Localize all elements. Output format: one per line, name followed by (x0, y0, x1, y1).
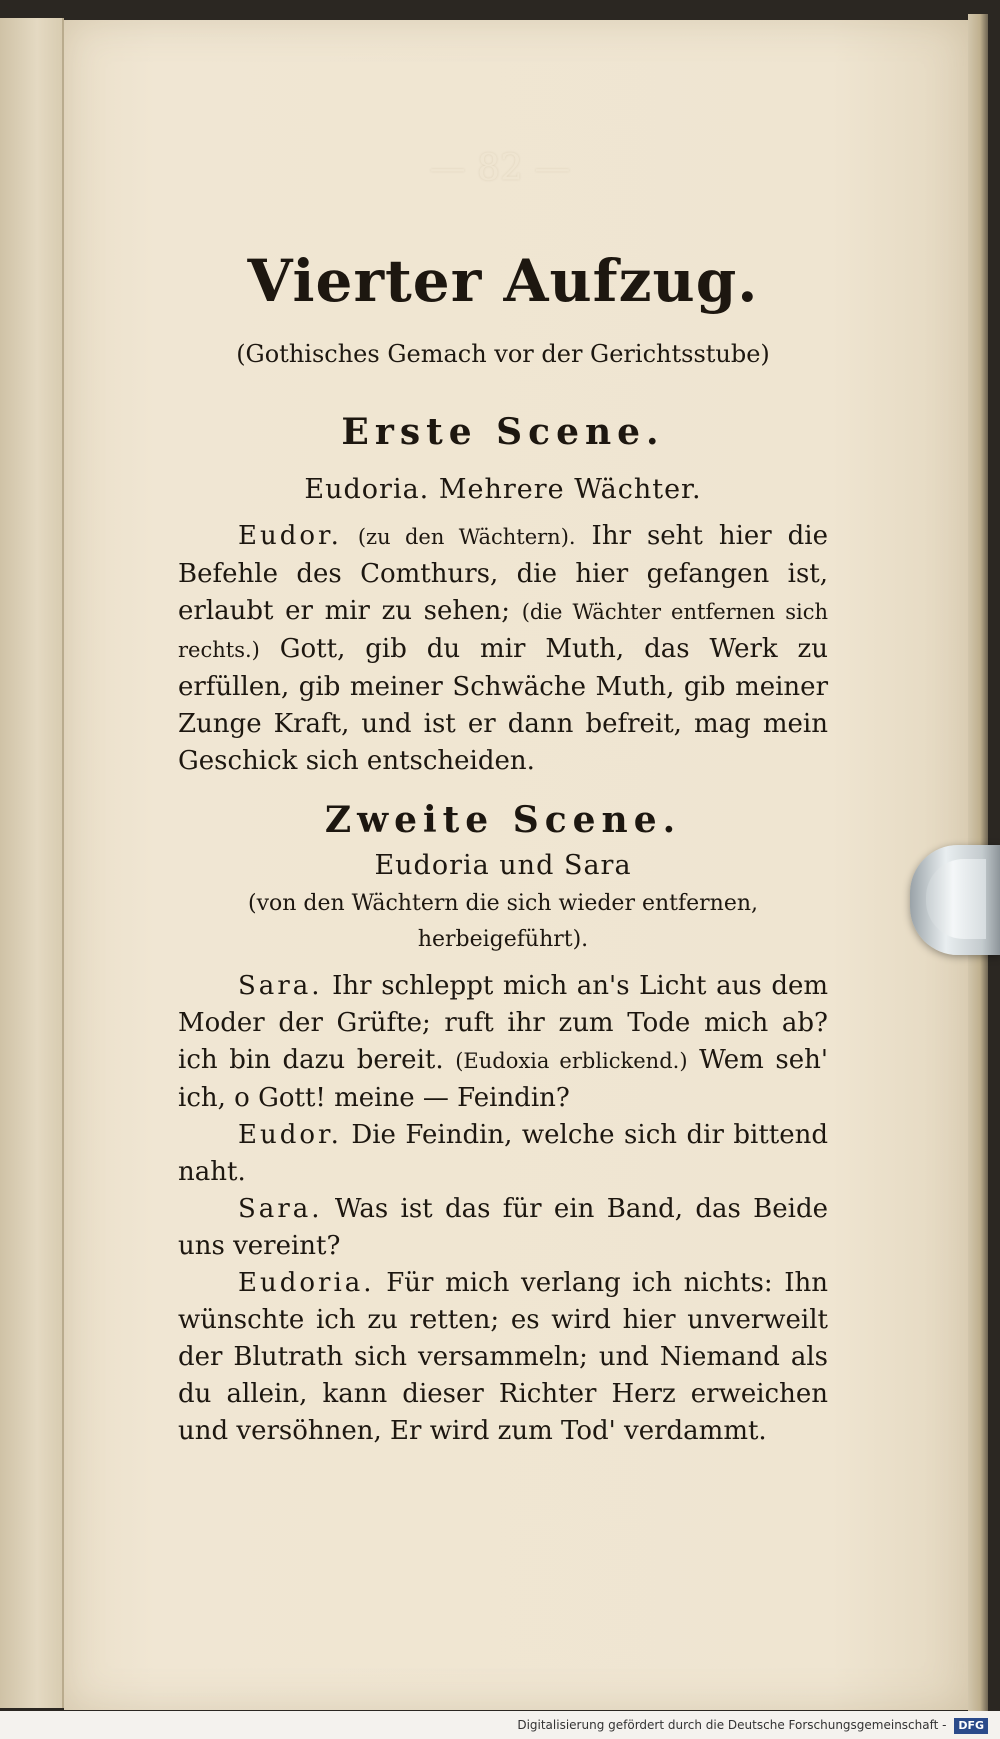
scene-2-title: Zweite Scene. (324, 799, 682, 841)
page-content (178, 246, 828, 1450)
speaker-name: Eudor. (238, 1120, 342, 1150)
speech-text: Wem seh' ich, o Gott! meine — Feindin? (178, 1045, 829, 1113)
sara-speech-2 (178, 1191, 828, 1265)
scene-1-speech (178, 518, 828, 780)
eudor-speech-2 (178, 1265, 828, 1450)
scene-1-persons: Eudoria. Mehrere Wächter. (304, 474, 702, 505)
left-page-edge (0, 18, 64, 1708)
scene-2-persons-note: (von den Wächtern die sich wieder entfernen, herbeigeführt). (247, 891, 759, 952)
speaker-name: Sara. (238, 971, 323, 1001)
dfg-logo: DFG (954, 1718, 988, 1734)
page-clip (910, 845, 1000, 955)
speech-text: Ihr seht hier die Befehle des Comthurs, die hier gefangen ist, erlaubt er mir zu sehen; (178, 521, 828, 626)
scene-1-title: Erste Scene. (341, 411, 665, 453)
speech-text: Was ist das für ein Band, das Beide uns vereint? (178, 1194, 828, 1261)
speaker-name: Eudoria. (238, 1268, 375, 1298)
act-title: Vierter Aufzug. (247, 247, 759, 315)
speech-text: Ihr schleppt mich an's Licht aus dem Moder der Grüfte; ruft ihr zum Tode mich ab? ich bin dazu bereit. (178, 971, 828, 1075)
stage-direction: (die Wächter entfernen sich rechts.) (178, 600, 828, 662)
speech-text: Die Feindin, welche sich dir bittend naht. (178, 1120, 829, 1187)
speech-text: Für mich verlang ich nichts: Ihn wünschte ich zu retten; es wird hier unverweilt der Blutrath sich versammeln; und Niemand als du allein, kann dieser Richter Herz erweichen und versöhnen, Er wird zum Tod' verdammt. (178, 1268, 829, 1446)
speech-text: Gott, gib du mir Muth, das Werk zu erfüllen, gib meiner Schwäche Muth, gib meiner Zunge Kraft, und ist er dann befreit, mag mein Geschick sich entscheiden. (178, 634, 828, 776)
sara-speech-1 (178, 968, 828, 1117)
eudor-speech-1 (178, 1117, 828, 1191)
stage-direction: (Eudoxia erblickend.) (455, 1049, 688, 1073)
stage-direction: (zu den Wächtern). (357, 525, 576, 549)
setting-direction: (Gothisches Gemach vor der Gerichtsstube) (236, 340, 770, 368)
digitization-footer (0, 1711, 1000, 1739)
page-number: — 82 — (429, 148, 571, 189)
footer-text: Digitalisierung gefördert durch die Deutsche Forschungsgemeinschaft - (517, 1718, 947, 1732)
speaker-name: Eudor. (238, 521, 342, 551)
speaker-name: Sara. (238, 1194, 323, 1224)
scene-2-persons: Eudoria und Sara (374, 850, 632, 881)
